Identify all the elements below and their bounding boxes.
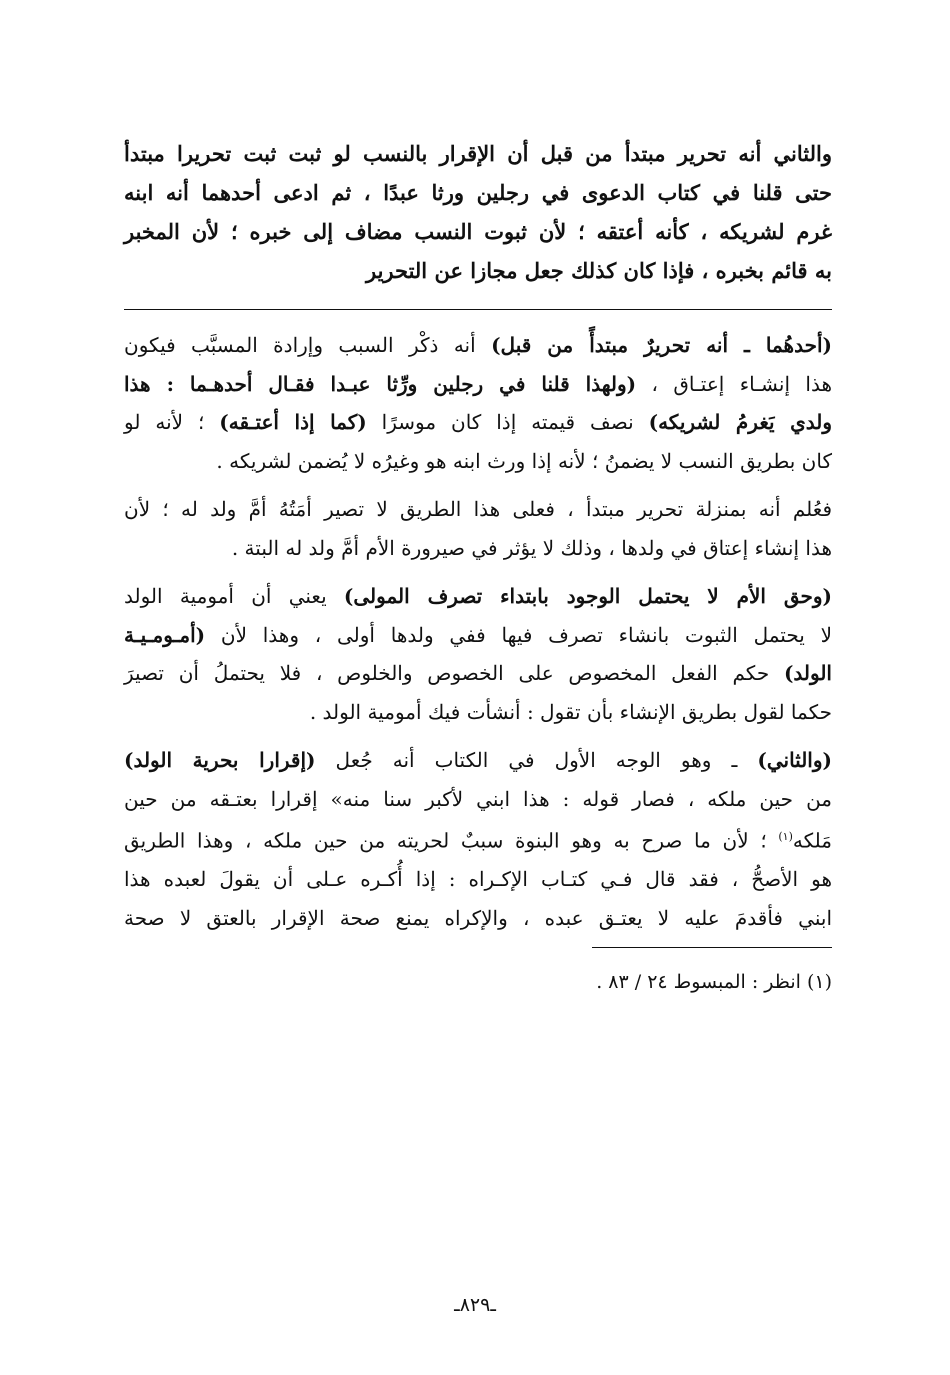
commentary-line [124,365,832,404]
quoted-matn: (والثاني) [757,748,832,772]
quoted-matn: ولدي يَغرمُ لشريكه) [648,410,832,434]
commentary-line [124,741,832,780]
commentary-text: نصف قيمته إذا كان موسرًا [366,410,649,434]
commentary-line: هو الأصحُّ ، فقد قال فـي كتـاب الإكـراه : إذا أُكـره عـلى أن يقولَ لعبده هذا [124,867,832,892]
quoted-matn: (كما إذا أعتـقه) [219,410,367,434]
commentary [124,326,832,937]
commentary-line [124,780,832,819]
commentary-line: كان بطريق النسب لا يضمنُ ؛ لأنه إذا ورث ابنه هو وغيرُه لا يُضمن لشريكه . [216,448,832,473]
quoted-matn: (ولهذا قلنا في رجلين ورِّثا عبـدا فقـال أحدهـما : هذا [124,371,637,396]
quoted-matn: (أمـومـيـة [124,622,206,647]
main-line: والثاني أنه تحرير مبتدأ من قبل أن الإقرار بالنسب لو ثبت ثبت تحريرا مبتدأ [124,141,832,166]
commentary-text: ؛ لأن ما صرح به وهو البنوة سببٌ لحريته من حين ملكه ، وهذا الطريق [124,828,779,853]
commentary-text: أنه ذكْر السبب وإرادة المسبَّب فيكون [124,333,492,357]
commentary-text: ـ وهو الوجه الأول في الكتاب أنه جُعل [315,748,758,772]
commentary-line: هذا إنشاء إعتاق في ولدها ، وذلك لا يؤثر في صيرورة الأم أمَّ ولد له البتة . [231,535,832,560]
commentary-text: من حين ملكه ، فصار قوله : [562,786,833,811]
commentary-text: هذا ابني لأكبر سنا منه» إقرارا بعتـقه من حين [124,786,563,811]
main-line: غرم لشريكه ، كأنه أعتقه ؛ لأن ثبوت النسب مضاف إلى خبره ؛ لأن المخبر [124,219,832,244]
quoted-matn: الولد) [783,661,832,685]
quoted-matn: (إقرارا بحرية الولد) [124,748,316,772]
footnote: (١) انظر : المبسوط ٢٤ / ٨٣ . [596,971,832,994]
commentary-line: حكما لقول بطريق الإنشاء بأن تقول : أنشأت فيك أمومية الولد . [309,699,832,724]
quoted-matn: (وحق الأم لا يحتمل الوجود بابتداء تصرف المولى) [343,584,832,608]
commentary-paragraph-2 [124,490,832,567]
commentary-line [124,654,832,693]
main-line: به قائم بخبره ، فإذا كان كذلك جعل مجازا عن التحرير [366,258,832,283]
footnote-divider [592,947,832,948]
commentary-text: هذا إنشـاء إعتـاق ، [636,371,832,396]
commentary-text: حكم الفعل المخصوص على الخصوص والخلوص ، فلا يحتملُ أن تصيرَ [124,661,784,685]
footnote-marker: (١) [778,830,793,843]
page-number: ـ٨٢٩ـ [454,1294,496,1316]
main-line: حتى قلنا في كتاب الدعوى في رجلين ورثا عبدًا ، ثم ادعى أحدهما أنه ابنه [124,180,832,205]
commentary-line: فعُلم أنه بمنزلة تحرير مبتدأ ، فعلى هذا الطريق لا تصير أمَتُهُ أمَّ ولد له ؛ لأن [124,497,832,521]
commentary-paragraph-4 [124,741,832,937]
commentary-line [124,616,832,655]
commentary-line [124,403,832,442]
page-body [124,134,832,997]
commentary-line [124,577,832,616]
commentary-paragraph-1 [124,326,832,480]
commentary-line [124,326,832,365]
quoted-matn: (أحدهُما ـ أنه تحريرٌ مبتدأً من قبل) [491,333,832,357]
commentary-line [124,818,832,860]
main-commentary-divider [124,309,832,310]
main-text [124,134,832,290]
commentary-text: ؛ لأنه لو [124,410,220,434]
commentary-paragraph-3 [124,577,832,731]
commentary-text: يعني أن أمومية الولد [124,584,344,608]
commentary-text: مَلكه [792,828,832,853]
commentary-line: ابني فأقدمَ عليه لا يعتـق عبده ، والإكراه يمنع صحة الإقرار بالعتق لا صحة [124,905,832,930]
commentary-text: لا يحتمل الثبوت بانشاء تصرف فيها ففي ولدها أولى ، وهذا لأن [205,622,832,647]
